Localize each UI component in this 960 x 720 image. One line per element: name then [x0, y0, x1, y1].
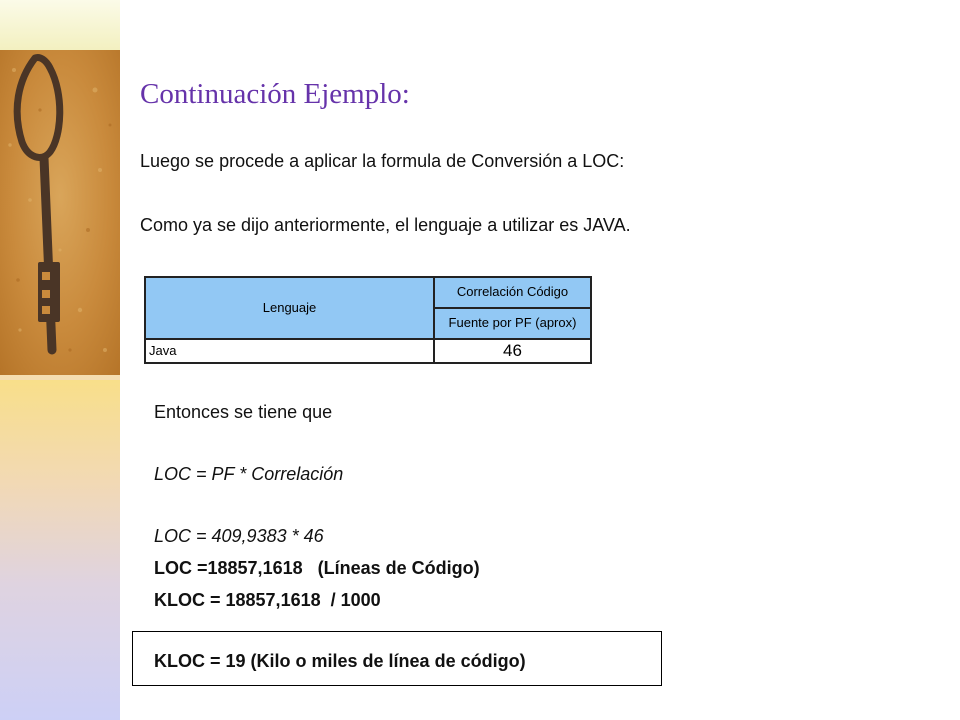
language-text: Como ya se dijo anteriormente, el lenguaje a utilizar es JAVA. — [140, 215, 631, 235]
key-image — [0, 50, 120, 375]
loc-formula: LOC = PF * Correlación — [154, 464, 344, 484]
table-row — [145, 339, 591, 363]
language-correlation-table — [144, 276, 592, 364]
kloc-formula: KLOC = 18857,1618 / 1000 — [154, 590, 381, 610]
table-cell-language: Java — [145, 339, 434, 363]
calc-lead-text: Entonces se tiene que — [154, 402, 333, 422]
loc-result: LOC =18857,1618 (Líneas de Código) — [154, 558, 480, 578]
decorative-strip-bottom — [0, 380, 120, 720]
table-header-correlation-line2: Fuente por PF (aprox) — [434, 308, 591, 339]
table-cell-value: 46 — [434, 339, 591, 363]
loc-substitution: LOC = 409,9383 * 46 — [154, 526, 324, 546]
old-key-icon — [0, 50, 120, 375]
decorative-strip-top — [0, 0, 120, 50]
table-header-correlation-line1: Correlación Código — [434, 277, 591, 308]
table-header-language: Lenguaje — [145, 277, 434, 339]
slide-title: Continuación Ejemplo: — [140, 78, 410, 110]
intro-text: Luego se procede a aplicar la formula de Conversión a LOC: — [140, 151, 625, 171]
kloc-result: KLOC = 19 (Kilo o miles de línea de código) — [154, 651, 526, 671]
